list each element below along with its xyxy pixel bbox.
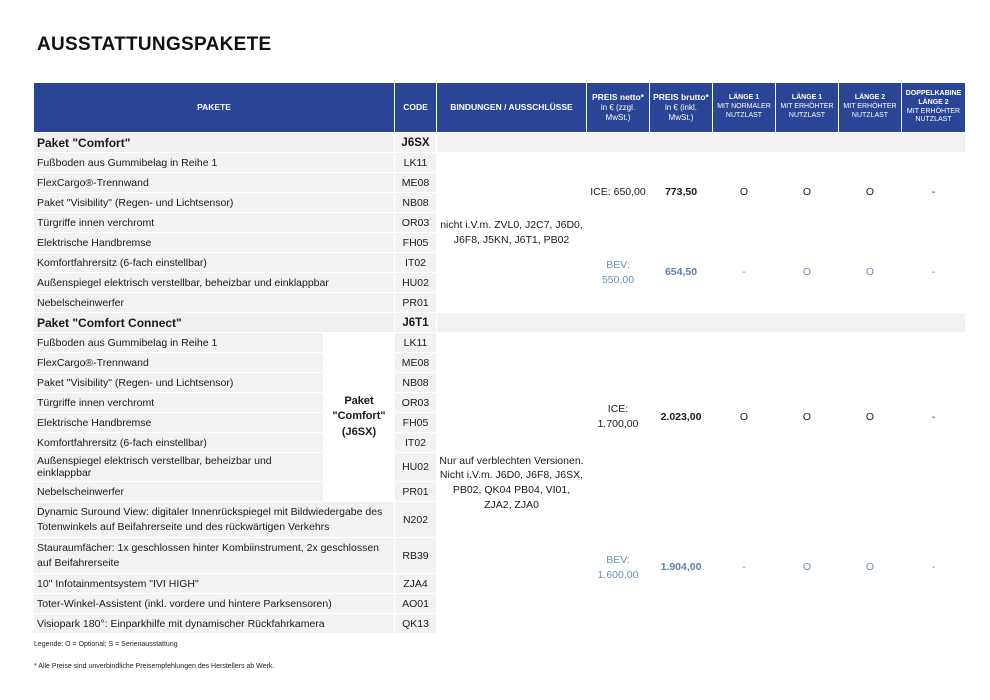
item-code: ME08 (395, 353, 436, 372)
item-code: LK11 (395, 153, 436, 172)
item-code: IT02 (395, 433, 436, 452)
header-laenge1-erhoeht-sub: MIT ERHÖHTER NUTZLAST (780, 103, 834, 119)
page-title: AUSSTATTUNGSPAKETE (37, 34, 272, 55)
header-laenge1-erhoeht-label: LÄNGE 1 (791, 94, 823, 102)
list-item: Außenspiegel elektrisch verstellbar, beheizbar und einklappbar (34, 453, 323, 481)
item-code: OR03 (395, 393, 436, 412)
package-comfort-title-fill (437, 133, 965, 152)
header-laenge1-normal (713, 83, 775, 132)
package-comfort-connect-bev-dk: - (902, 502, 965, 633)
legend: Legende: O = Optional; S = Serienausstattung (34, 641, 178, 648)
package-comfort-connect-bev-l1e: O (776, 502, 838, 633)
package-comfort-connect-bev-l1n: - (713, 502, 775, 633)
package-comfort-bev-l1e: O (776, 233, 838, 312)
package-comfort-bev-l2e: O (839, 233, 901, 312)
list-item: Türgriffe innen verchromt (34, 393, 323, 412)
package-comfort-ice-l1e: O (776, 153, 838, 232)
list-item: Elektrische Handbremse (34, 233, 394, 252)
header-laenge1-erhoeht (776, 83, 838, 132)
list-item: 10" Infotainmentsystem "IVI HIGH" (34, 574, 394, 593)
header-preis-brutto-label: PREIS brutto* (653, 92, 709, 103)
package-comfort-bev-l1n: - (713, 233, 775, 312)
package-comfort-bev-dk: - (902, 233, 965, 312)
list-item: Fußboden aus Gummibelag in Reihe 1 (34, 153, 394, 172)
list-item: Außenspiegel elektrisch verstellbar, beheizbar und einklappbar (34, 273, 394, 292)
list-item: Nebelscheinwerfer (34, 482, 323, 501)
package-comfort-ice-dk: - (902, 153, 965, 232)
list-item: Paket "Visibility" (Regen- und Lichtsensor) (34, 193, 394, 212)
package-comfort-bev-netto: BEV: 550,00 (587, 233, 649, 312)
package-comfort-bindungen: nicht i.V.m. ZVL0, J2C7, J6D0, J6F8, J5KN, J6T1, PB02 (437, 153, 586, 312)
header-pakete: PAKETE (34, 83, 394, 132)
header-code: CODE (395, 83, 436, 132)
list-item: Stauraumfächer: 1x geschlossen hinter Kombiinstrument, 2x geschlossen auf Beifahrerseite (34, 538, 394, 573)
item-code: PR01 (395, 482, 436, 501)
header-preis-netto-sub: in € (zzgl. MwSt.) (600, 102, 636, 122)
header-doppelkabine-label: DOPPELKABINE LÄNGE 2 (905, 90, 962, 106)
package-comfort-connect-name: Paket "Comfort Connect" (34, 313, 394, 332)
item-code: NB08 (395, 373, 436, 392)
package-comfort-connect-ice-l2e: O (839, 333, 901, 501)
item-code: HU02 (395, 273, 436, 292)
package-comfort-ice-netto: ICE: 650,00 (587, 153, 649, 232)
packages-table (34, 83, 962, 630)
package-comfort-included: Paket "Comfort" (J6SX) (324, 333, 394, 501)
header-bindungen: BINDUNGEN / AUSSCHLÜSSE (437, 83, 586, 132)
header-laenge2-erhoeht-sub: MIT ERHÖHTER NUTZLAST (843, 103, 897, 119)
item-code: FH05 (395, 233, 436, 252)
package-comfort-ice-brutto: 773,50 (650, 153, 712, 232)
list-item: Fußboden aus Gummibelag in Reihe 1 (34, 333, 323, 352)
package-comfort-connect-title-fill (437, 313, 965, 332)
item-code: NB08 (395, 193, 436, 212)
package-comfort-connect-ice-l1e: O (776, 333, 838, 501)
header-doppelkabine-sub: MIT ERHÖHTER NUTZLAST (906, 107, 961, 124)
item-code: IT02 (395, 253, 436, 272)
item-code: FH05 (395, 413, 436, 432)
item-code: ZJA4 (395, 574, 436, 593)
header-laenge2-erhoeht (839, 83, 901, 132)
item-code: OR03 (395, 213, 436, 232)
header-doppelkabine (902, 83, 965, 132)
package-comfort-connect-ice-l1n: O (713, 333, 775, 501)
package-comfort-connect-bev-brutto: 1.904,00 (650, 502, 712, 633)
package-comfort-code: J6SX (395, 133, 436, 152)
item-code: ME08 (395, 173, 436, 192)
header-preis-brutto-sub: in € (inkl. MwSt.) (664, 102, 697, 122)
item-code: LK11 (395, 333, 436, 352)
list-item: Toter-Winkel-Assistent (inkl. vordere und hintere Parksensoren) (34, 594, 394, 613)
package-comfort-connect-bev-l2e: O (839, 502, 901, 633)
list-item: Türgriffe innen verchromt (34, 213, 394, 232)
list-item: Komfortfahrersitz (6-fach einstellbar) (34, 253, 394, 272)
list-item: Dynamic Suround View: digitaler Innenrückspiegel mit Bildwiedergabe des Totenwinkels auf Beifahrerseite und des rückwärtigen Verkehrs (34, 502, 394, 537)
header-laenge1-normal-label: LÄNGE 1 (728, 94, 760, 102)
header-preis-netto (587, 83, 649, 132)
package-comfort-connect-bindungen: Nur auf verblechten Versionen. Nicht i.V.m. J6D0, J6F8, J6SX, PB02, QK04 PB04, VI01, ZJA2, ZJA0 (437, 333, 586, 633)
package-comfort-connect-ice-brutto: 2.023,00 (650, 333, 712, 501)
package-comfort-connect-ice-dk: - (902, 333, 965, 501)
package-comfort-connect-bev-netto: BEV: 1.600,00 (587, 502, 649, 633)
item-code: RB39 (395, 538, 436, 573)
header-laenge2-erhoeht-label: LÄNGE 2 (854, 94, 886, 102)
list-item: FlexCargo®-Trennwand (34, 173, 394, 192)
package-comfort-name: Paket "Comfort" (34, 133, 394, 152)
list-item: Nebelscheinwerfer (34, 293, 394, 312)
item-code: PR01 (395, 293, 436, 312)
package-comfort-connect-ice-netto: ICE: 1.700,00 (587, 333, 649, 501)
package-comfort-ice-l1n: O (713, 153, 775, 232)
footnote: * Alle Preise sind unverbindliche Preisempfehlungen des Herstellers ab Werk. (34, 663, 275, 670)
item-code: QK13 (395, 614, 436, 633)
list-item: Elektrische Handbremse (34, 413, 323, 432)
list-item: Visiopark 180°: Einparkhilfe mit dynamischer Rückfahrkamera (34, 614, 394, 633)
item-code: HU02 (395, 453, 436, 481)
list-item: Paket "Visibility" (Regen- und Lichtsensor) (34, 373, 323, 392)
header-preis-netto-label: PREIS netto* (592, 92, 644, 103)
header-laenge1-normal-sub: MIT NORMALER NUTZLAST (717, 103, 771, 119)
list-item: Komfortfahrersitz (6-fach einstellbar) (34, 433, 323, 452)
package-comfort-ice-l2e: O (839, 153, 901, 232)
item-code: N202 (395, 502, 436, 537)
package-comfort-bev-brutto: 654,50 (650, 233, 712, 312)
list-item: FlexCargo®-Trennwand (34, 353, 323, 372)
package-comfort-connect-code: J6T1 (395, 313, 436, 332)
header-preis-brutto (650, 83, 712, 132)
item-code: AO01 (395, 594, 436, 613)
